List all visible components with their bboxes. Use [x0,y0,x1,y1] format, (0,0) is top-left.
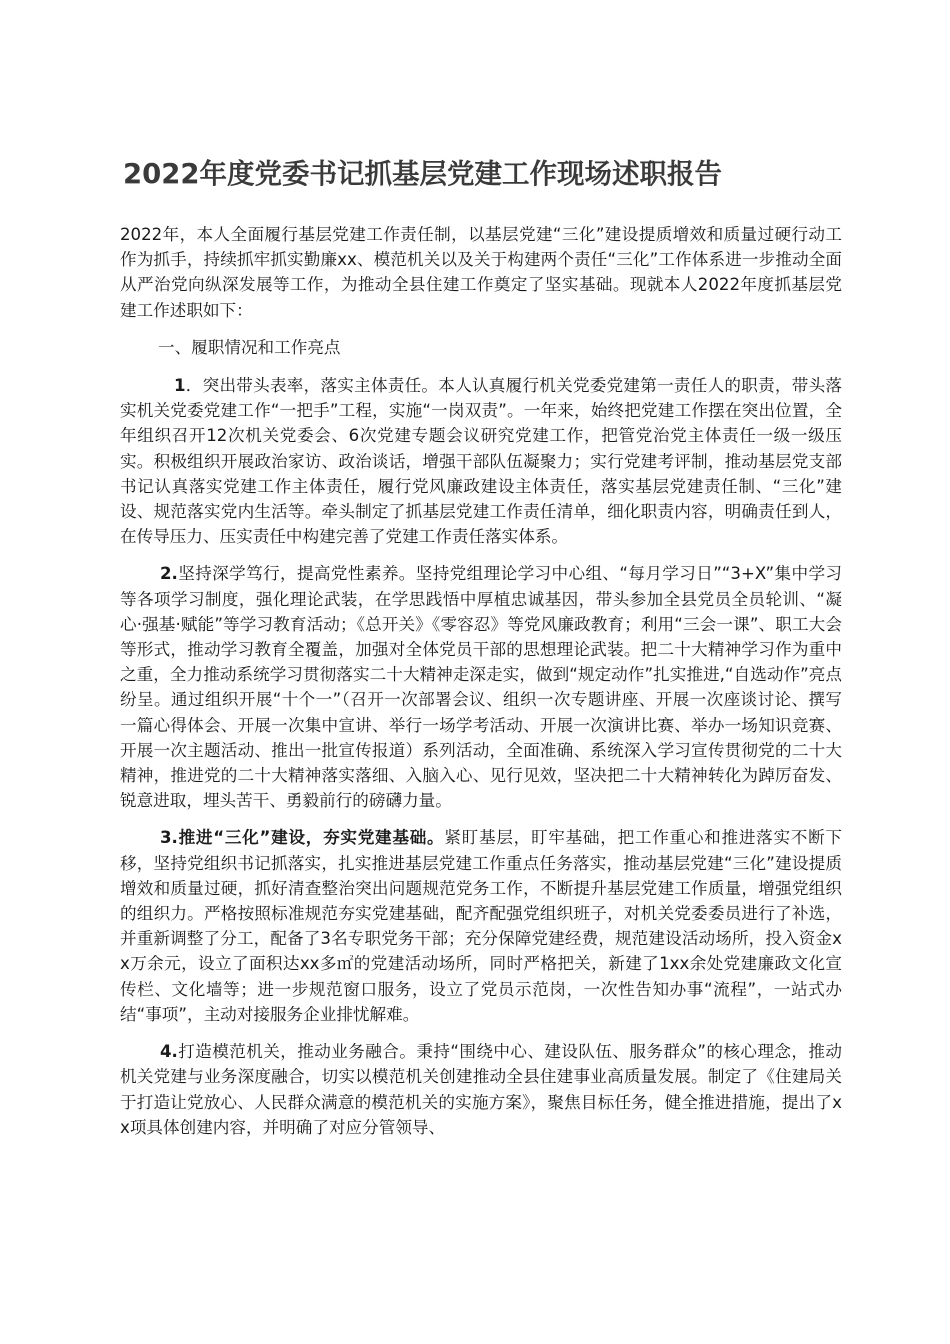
item-heading: 打造模范机关，推动业务融合。 [177,1042,417,1062]
item-paragraph-3 [120,825,842,1027]
item-body: 坚持党组理论学习中心组、“每月学习日”“3+X”集中学习等各项学习制度，强化理论武装，在学思践悟中厚植忠诚基因，带头参加全县党员全员轮训、“凝心·强基·赋能”等学习教育活动；《总开关》《零容忍》等党风廉政教育；利用“三会一课”、职工大会等形式，推动学习教育全覆盖，加强对全体党员干部的思想理论武装。把二十大精神学习作为重中之重，全力推动系统学习贯彻落实二十大精神走深走实，做到“规定动作”扎实推进,“自选动作”亮点纷呈。通过组织开展“十个一”（召开一次部署会议、组织一次专题讲座、开展一次座谈讨论、撰写一篇心得体会、开展一次集中宣讲、举行一场学考活动、开展一次演讲比赛、举办一场知识竞赛、开展一次主题活动、推出一批宣传报道）系列活动，全面准确、系统深入学习宣传贯彻党的二十大精神，推进党的二十大精神落实落细、入脑入心、见行见效，坚决把二十大精神转化为踔厉奋发、锐意进取，埋头苦干、勇毅前行的磅礴力量。 [120,564,843,811]
item-paragraph-4 [120,1039,842,1140]
document-title: 2022年度党委书记抓基层党建工作现场述职报告 [123,158,723,190]
section-heading: 一、履职情况和工作亮点 [158,337,341,357]
item-heading: 推进“三化”建设，夯实党建基础。 [177,828,445,848]
item-number: 1 [174,376,186,396]
item-number: 2. [160,564,178,584]
intro-paragraph: 2022年，本人全面履行基层党建工作责任制，以基层党建“三化”建设提质增效和质量过硬行动工作为抓手，持续抓牢抓实勤廉xx、模范机关以及关于构建两个责任“三化”工作体系进一步推动全面从严治党向纵深发展等工作，为推动全县住建工作奠定了坚实基础。现就本人2022年度抓基层党建工作述职如下： [120,225,842,320]
item-number: 3. [160,828,178,848]
item-paragraph-2 [120,561,842,813]
item-paragraph-1 [120,373,842,549]
item-heading: 坚持深学笃行，提高党性素养。 [177,564,416,584]
item-number: 4. [160,1042,178,1062]
document-page [120,148,842,1152]
item-body: 紧盯基层，盯牢基础，把工作重心和推进落实不断下移，坚持党组织书记抓落实，扎实推进基层党建工作重点任务落实，推动基层党建“三化”建设提质增效和质量过硬，抓好清查整治突出问题规范党务工作，不断提升基层党建工作质量，增强党组织的组织力。严格按照标准规范夯实党建基础，配齐配强党组织班子，对机关党委委员进行了补选，并重新调整了分工，配备了3名专职党务干部；充分保障党建经费，规范建设活动场所，投入资金xx万余元，设立了面积达xx多㎡的党建活动场所，同时严格把关，新建了1xx余处党建廉政文化宣传栏、文化墙等；进一步规范窗口服务，设立了党员示范岗，一次性告知办事“流程”，一站式办结“事项”，主动对接服务企业排忧解难。 [120,828,843,1024]
item-body: 本人认真履行机关党委党建第一责任人的职责，带头落实机关党委党建工作“一把手”工程，实施“一岗双责”。一年来，始终把党建工作摆在突出位置，全年组织召开12次机关党委会、6次党建专题会议研究党建工作，把管党治党主体责任一级一级压实。积极组织开展政治家访、政治谈话，增强干部队伍凝聚力；实行党建考评制，推动基层党支部书记认真落实党建工作主体责任，履行党风廉政建设主体责任，落实基层党建责任制、“三化”建设、规范落实党内生活等。牵头制定了抓基层党建工作责任清单，细化职责内容，明确责任到人，在传导压力、压实责任中构建完善了党建工作责任落实体系。 [120,376,843,547]
item-body: 秉持“围绕中心、建设队伍、服务群众”的核心理念，推动机关党建与业务深度融合，切实以模范机关创建推动全县住建事业高质量发展。制定了《住建局关于打造让党放心、人民群众满意的模范机关的实施方案》，聚焦目标任务，健全推进措施，提出了xx项具体创建内容，并明确了对应分管领导、 [120,1042,842,1137]
item-heading: ．突出带头表率，落实主体责任。 [185,376,439,396]
